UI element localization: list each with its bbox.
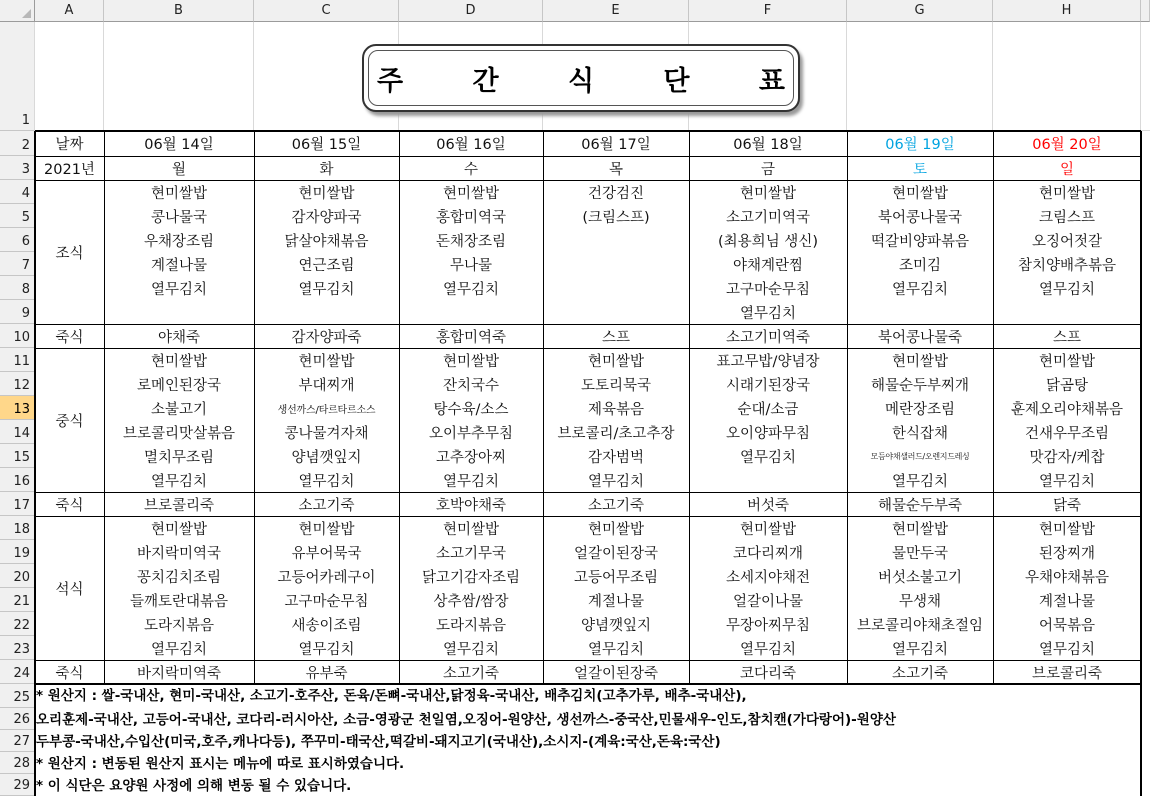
row-header-26[interactable]: 26	[0, 708, 35, 730]
grid-line	[1140, 684, 1142, 796]
menu-item: 얼갈이나물	[732, 593, 804, 610]
meal-label-dinner: 석식	[55, 581, 84, 598]
menu-item: 콩나물겨자채	[284, 425, 369, 442]
grid-line	[689, 131, 690, 684]
menu-item: 소고기죽	[298, 497, 355, 514]
grid-line	[35, 348, 1141, 349]
menu-item	[254, 300, 399, 324]
grid-line	[35, 660, 1141, 661]
menu-item: 양념깻잎지	[580, 617, 652, 634]
menu-item: 돈채장조림	[435, 233, 507, 250]
grid-line	[34, 131, 36, 684]
menu-item: 버섯소불고기	[877, 569, 963, 586]
grid-line	[35, 516, 1141, 517]
row-header-27[interactable]: 27	[0, 730, 35, 752]
meal-label-porridge1: 죽식	[55, 329, 84, 346]
grid-line	[1140, 131, 1142, 684]
menu-item: 연근조림	[298, 257, 355, 274]
select-all-corner[interactable]	[0, 0, 35, 22]
menu-item: 감자범벅	[587, 449, 645, 466]
menu-item: 계절나물	[587, 593, 645, 610]
grid-line	[254, 131, 255, 684]
menu-item: 브로콜리/초고추장	[557, 425, 675, 442]
menu-item	[543, 276, 689, 300]
menu-item: 순대/소금	[737, 401, 799, 418]
row-header-19[interactable]: 19	[0, 540, 35, 564]
menu-item: 소고기미역죽	[725, 329, 811, 346]
sheet-gridline	[846, 22, 847, 131]
menu-item: 호박야채죽	[435, 497, 507, 514]
menu-item: 유부죽	[305, 665, 348, 682]
grid-line	[993, 131, 994, 684]
menu-item: 된장찌개	[1038, 545, 1096, 562]
menu-item: 현미쌀밥	[1038, 521, 1096, 538]
menu-item: 감자양파국	[291, 209, 362, 226]
menu-item: 맛감자/케찹	[1029, 449, 1105, 466]
menu-item: 버섯죽	[746, 497, 790, 514]
menu-item: 제육볶음	[587, 401, 645, 418]
note-menu-change: * 이 식단은 요양원 사정에 의해 변동 될 수 있습니다.	[36, 778, 352, 794]
menu-item: 탕수육/소스	[433, 401, 509, 418]
menu-item: 시래기된장국	[725, 377, 811, 394]
menu-item: 해물순두부죽	[877, 497, 963, 514]
note-origin-change: * 원산지 : 변동된 원산지 표시는 메뉴에 따로 표시하였습니다.	[36, 756, 405, 772]
menu-item: 어묵볶음	[1038, 617, 1096, 634]
menu-item: 고등어카레구이	[277, 569, 376, 586]
menu-item: 열무김치	[891, 473, 949, 490]
menu-item	[104, 300, 254, 324]
weekday-cell: 목	[608, 161, 623, 178]
menu-item: 현미쌀밥	[298, 353, 355, 370]
menu-item: 새송이조림	[291, 617, 362, 634]
menu-item: 한식잡채	[891, 425, 949, 442]
column-header-f[interactable]: F	[689, 0, 847, 22]
menu-item: 현미쌀밥	[150, 521, 208, 538]
row-header-4[interactable]: 4	[0, 180, 35, 204]
grid-line	[35, 180, 1141, 181]
menu-item: 콩나물국	[150, 209, 208, 226]
menu-item: 닭살야채볶음	[284, 233, 369, 250]
menu-item: 표고무밥/양념장	[716, 353, 820, 370]
row-header-5[interactable]: 5	[0, 204, 35, 228]
menu-item: 브로콜리야채초절임	[856, 617, 984, 634]
weekday-cell: 금	[760, 161, 775, 178]
column-header-filler	[1141, 0, 1150, 22]
row-header-8[interactable]: 8	[0, 276, 35, 300]
menu-item: 현미쌀밥	[739, 521, 797, 538]
menu-item: 열무김치	[442, 281, 500, 298]
menu-item	[543, 228, 689, 252]
date-cell: 06월 15일	[291, 137, 362, 153]
menu-item: 소고기죽	[891, 665, 949, 682]
menu-item: 양념깻잎지	[291, 449, 362, 466]
menu-item: 열무김치	[891, 641, 949, 658]
row-header-28[interactable]: 28	[0, 752, 35, 774]
menu-item: 무생채	[898, 593, 942, 610]
menu-item: 고구마순무침	[725, 281, 811, 298]
row-header-16[interactable]: 16	[0, 468, 35, 492]
menu-item: 열무김치	[150, 281, 208, 298]
meal-label-breakfast: 조식	[55, 245, 84, 262]
note-origin-3: 두부콩-국내산,수입산(미국,호주,캐나다등), 쭈꾸미-태국산,떡갈비-돼지고기(국내산),소시지-(계육:국산,돈육:국산)	[36, 734, 721, 750]
menu-item: 열무김치	[298, 281, 355, 298]
menu-item: 고등어무조림	[573, 569, 659, 586]
menu-item: 생선까스/타르타르소스	[277, 404, 376, 416]
menu-item: 소세지야채전	[725, 569, 811, 586]
menu-item: 브로콜리맛살볶음	[122, 425, 236, 442]
row-header-11[interactable]: 11	[0, 348, 35, 372]
row-header-6[interactable]: 6	[0, 228, 35, 252]
column-header-b[interactable]: B	[104, 0, 254, 22]
meal-label-porridge2: 죽식	[55, 497, 84, 514]
menu-item: 야채죽	[157, 329, 201, 346]
title-box	[362, 44, 815, 112]
menu-item: 유부어묵국	[291, 545, 362, 562]
row-header-20[interactable]: 20	[0, 564, 35, 588]
column-header-h[interactable]: H	[993, 0, 1141, 22]
row-header-21[interactable]: 21	[0, 588, 35, 612]
menu-item: 계절나물	[150, 257, 208, 274]
note-origin-2: 오리훈제-국내산, 고등어-국내산, 코다리-러시아산, 소금-영광군 천일염,오징어-원양산, 생선까스-중국산,민물새우-인도,참치캔(가다랑어)-원양산	[36, 712, 896, 728]
grid-line	[399, 131, 400, 684]
menu-item: 꽁치김치조림	[136, 569, 222, 586]
menu-item: 멸치무조림	[143, 449, 215, 466]
menu-item: 소불고기	[150, 401, 208, 418]
sheet-gridline	[253, 22, 254, 131]
row-header-9[interactable]: 9	[0, 300, 35, 324]
menu-item: 홍합미역국	[435, 209, 507, 226]
menu-item: (크림스프)	[582, 209, 650, 226]
grid-line	[35, 492, 1141, 493]
menu-item: 참치양배추볶음	[1017, 257, 1117, 274]
weekday-cell: 월	[171, 161, 186, 178]
grid-line	[35, 130, 1141, 132]
meal-label-porridge3: 죽식	[55, 665, 84, 682]
menu-item: 현미쌀밥	[442, 185, 500, 202]
meal-label-lunch: 중식	[55, 413, 84, 430]
menu-item: 로메인된장국	[136, 377, 222, 394]
grid-line	[543, 131, 544, 684]
menu-item: 현미쌀밥	[298, 521, 355, 538]
menu-item: 계절나물	[1038, 593, 1096, 610]
menu-item: 현미쌀밥	[442, 353, 500, 370]
menu-item: 현미쌀밥	[1038, 353, 1096, 370]
row-header-29[interactable]: 29	[0, 774, 35, 796]
menu-item: 떡갈비양파볶음	[870, 233, 970, 250]
menu-item: 열무김치	[739, 641, 797, 658]
menu-item: 오징어젓갈	[1031, 233, 1103, 250]
menu-item: 열무김치	[587, 641, 645, 658]
menu-item: 현미쌀밥	[150, 353, 208, 370]
row-header-24[interactable]: 24	[0, 660, 35, 684]
note-origin-1: * 원산지 : 쌀-국내산, 현미-국내산, 소고기-호주산, 돈육/돈뼈-국내산,닭정육-국내산, 배추김치(고추가루, 배추-국내산),	[36, 688, 747, 704]
row-header-15[interactable]: 15	[0, 444, 35, 468]
grid-line	[104, 131, 105, 684]
menu-item: 오이부추무침	[428, 425, 514, 442]
menu-item: 닭곰탕	[1045, 377, 1089, 394]
menu-item: 모듬야채샐러드/오렌지드레싱	[870, 451, 970, 461]
menu-item: 얼갈이된장국	[573, 545, 659, 562]
row-header-7[interactable]: 7	[0, 252, 35, 276]
date-cell: 06월 19일	[885, 137, 955, 153]
menu-item: 조미김	[898, 257, 942, 274]
menu-item: (최용희님 생신)	[718, 233, 818, 250]
menu-item: 스프	[1052, 329, 1081, 346]
column-header-a[interactable]: A	[35, 0, 104, 22]
year-label: 2021년	[44, 161, 95, 178]
menu-item: 현미쌀밥	[150, 185, 208, 202]
menu-item: 열무김치	[442, 641, 500, 658]
row-header-18[interactable]: 18	[0, 516, 35, 540]
menu-item: 현미쌀밥	[298, 185, 355, 202]
sheet-gridline	[992, 22, 993, 131]
menu-item: 감자양파죽	[291, 329, 362, 346]
row-header-25[interactable]: 25	[0, 684, 35, 708]
menu-item: 북어콩나물국	[877, 209, 963, 226]
menu-item: 건강검진	[587, 185, 645, 202]
page-title: 주 간 식 단 표	[376, 65, 815, 97]
menu-item: 현미쌀밥	[587, 353, 645, 370]
column-header-g[interactable]: G	[847, 0, 993, 22]
menu-item: 열무김치	[739, 305, 797, 322]
menu-item: 고추장아찌	[435, 449, 507, 466]
menu-item: 열무김치	[739, 449, 797, 466]
menu-item: 열무김치	[1038, 281, 1096, 298]
menu-item: 열무김치	[298, 473, 355, 490]
menu-item: 상추쌈/쌈장	[433, 593, 509, 610]
row-header-13[interactable]: 13	[0, 396, 35, 420]
column-header-e[interactable]: E	[543, 0, 689, 22]
menu-item: 우채장조림	[143, 233, 215, 250]
row-header-1[interactable]: 1	[0, 22, 35, 131]
menu-item: 열무김치	[587, 473, 645, 490]
menu-item: 소고기무국	[435, 545, 507, 562]
menu-item: 들깨토란대볶음	[129, 593, 229, 610]
menu-item: 현미쌀밥	[891, 521, 949, 538]
weekday-cell: 일	[1059, 161, 1074, 178]
menu-item: 현미쌀밥	[442, 521, 500, 538]
menu-item: 북어콩나물죽	[877, 329, 963, 346]
sheet-gridline	[1140, 22, 1141, 131]
menu-item: 현미쌀밥	[1038, 185, 1096, 202]
menu-item	[689, 468, 847, 492]
date-cell: 06월 14일	[144, 137, 214, 153]
weekday-cell: 수	[463, 161, 478, 178]
menu-item: 열무김치	[150, 641, 208, 658]
menu-item: 열무김치	[1038, 641, 1096, 658]
row-header-14[interactable]: 14	[0, 420, 35, 444]
grid-line	[35, 324, 1141, 325]
menu-item: 부대찌개	[298, 377, 355, 394]
menu-item: 열무김치	[891, 281, 949, 298]
menu-item: 홍합미역죽	[435, 329, 507, 346]
date-cell: 06월 18일	[733, 137, 803, 153]
menu-item: 열무김치	[298, 641, 355, 658]
menu-item	[399, 300, 543, 324]
weekday-cell: 화	[319, 161, 334, 178]
row-header-23[interactable]: 23	[0, 636, 35, 660]
menu-item: 코다리죽	[739, 665, 797, 682]
menu-item: 열무김치	[442, 473, 500, 490]
menu-item: 열무김치	[1038, 473, 1096, 490]
date-cell: 06월 17일	[581, 137, 651, 153]
menu-item	[543, 300, 689, 324]
menu-item: 고구마순무침	[284, 593, 369, 610]
grid-line	[35, 156, 1141, 157]
menu-item: 브로콜리죽	[1031, 665, 1103, 682]
menu-item: 물만두국	[891, 545, 949, 562]
menu-item: 현미쌀밥	[891, 185, 949, 202]
menu-item	[543, 252, 689, 276]
menu-item: 야채계란찜	[732, 257, 804, 274]
menu-item: 열무김치	[150, 473, 208, 490]
menu-item: 크림스프	[1038, 209, 1096, 226]
date-cell: 06월 16일	[436, 137, 506, 153]
menu-item: 잔치국수	[442, 377, 500, 394]
column-header-d[interactable]: D	[399, 0, 543, 22]
menu-item: 스프	[601, 329, 630, 346]
menu-item: 현미쌀밥	[739, 185, 797, 202]
menu-item: 무나물	[449, 257, 493, 274]
menu-item: 소고기미역국	[725, 209, 811, 226]
menu-item: 도라지볶음	[143, 617, 215, 634]
menu-item: 브로콜리죽	[143, 497, 215, 514]
grid-line	[847, 131, 848, 684]
menu-item: 무장아찌무침	[725, 617, 811, 634]
sheet-gridline	[34, 22, 35, 131]
row-header-3[interactable]: 3	[0, 156, 35, 180]
menu-item: 도라지볶음	[435, 617, 507, 634]
menu-item: 우채야채볶음	[1024, 569, 1110, 586]
row-header-22[interactable]: 22	[0, 612, 35, 636]
row-header-17[interactable]: 17	[0, 492, 35, 516]
menu-item: 소고기죽	[587, 497, 645, 514]
menu-item	[847, 300, 993, 324]
menu-item: 도토리묵국	[580, 377, 652, 394]
date-cell: 06월 20일	[1032, 137, 1102, 153]
menu-item: 소고기죽	[442, 665, 500, 682]
menu-item: 해물순두부찌개	[870, 377, 970, 394]
sheet-gridline	[103, 22, 104, 131]
menu-item: 코다리찌개	[732, 545, 804, 562]
menu-item: 오이양파무침	[725, 425, 811, 442]
menu-item: 바지락미역국	[136, 545, 222, 562]
menu-item: 메란장조림	[884, 401, 956, 418]
menu-item: 현미쌀밥	[891, 353, 949, 370]
menu-item: 닭고기감자조림	[421, 569, 521, 586]
menu-item: 바지락미역죽	[136, 665, 222, 682]
row-header-2[interactable]: 2	[0, 131, 35, 156]
menu-item: 훈제오리야채볶음	[1010, 401, 1124, 418]
menu-item: 닭죽	[1052, 497, 1081, 514]
menu-item: 현미쌀밥	[587, 521, 645, 538]
weekday-cell: 토	[912, 161, 927, 178]
date-label: 날짜	[55, 137, 84, 153]
row-header-10[interactable]: 10	[0, 324, 35, 348]
menu-item: 건새우무조림	[1024, 425, 1110, 442]
menu-item	[993, 300, 1141, 324]
column-header-c[interactable]: C	[254, 0, 399, 22]
row-header-12[interactable]: 12	[0, 372, 35, 396]
menu-item: 얼갈이된장죽	[573, 665, 659, 682]
